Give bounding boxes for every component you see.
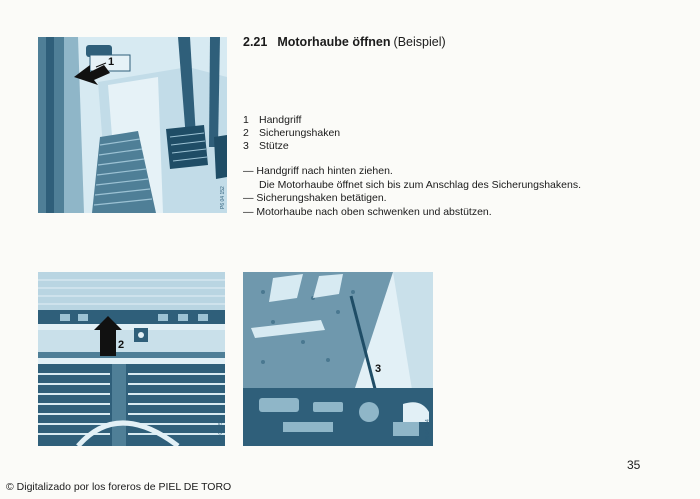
- figure3-callout-number: 3: [375, 363, 382, 375]
- section-number: 2.21: [243, 35, 268, 49]
- illustration-open-hood: [243, 272, 433, 446]
- figure1-code: P6 04 152: [220, 186, 226, 209]
- figure2-callout-number: 2: [118, 339, 125, 351]
- illustration-pedals: [38, 37, 227, 213]
- page-number: 35: [627, 458, 641, 472]
- step-swing-hood-up: — Motorhaube nach oben schwenken und abstützen.: [243, 205, 492, 218]
- step-pull-handle: — Handgriff nach hinten ziehen. Die Motorhaube öffnet sich bis zum Anschlag des Sicherungshakens.: [243, 165, 581, 191]
- figure2-code: P6 04 153: [218, 419, 224, 442]
- instruction-steps: [243, 165, 581, 219]
- section-heading: Motorhaube öffnen: [277, 35, 391, 49]
- figure1-callout-number: 1: [108, 56, 115, 68]
- section-title: [243, 35, 446, 49]
- step-pull-handle-note: Die Motorhaube öffnet sich bis zum Anschlag des Sicherungshakens.: [259, 178, 581, 191]
- footer-credit: © Digitalizado por los foreros de PIEL DE TORO: [6, 481, 232, 493]
- legend-item: 2 Sicherungshaken: [243, 127, 341, 139]
- figure-hood-support: [243, 272, 433, 446]
- section-subtitle: (Beispiel): [393, 35, 446, 49]
- illustration-grille: [38, 272, 225, 446]
- figure-hood-release-handle: [38, 37, 227, 213]
- figure3-code: P6 04 154: [425, 419, 431, 442]
- legend-item: 1 Handgriff: [243, 114, 302, 126]
- step-safety-hook: — Sicherungshaken betätigen.: [243, 192, 387, 204]
- figure-safety-hook: [38, 272, 225, 446]
- parts-legend: [243, 114, 340, 153]
- legend-item: 3 Stütze: [243, 140, 289, 152]
